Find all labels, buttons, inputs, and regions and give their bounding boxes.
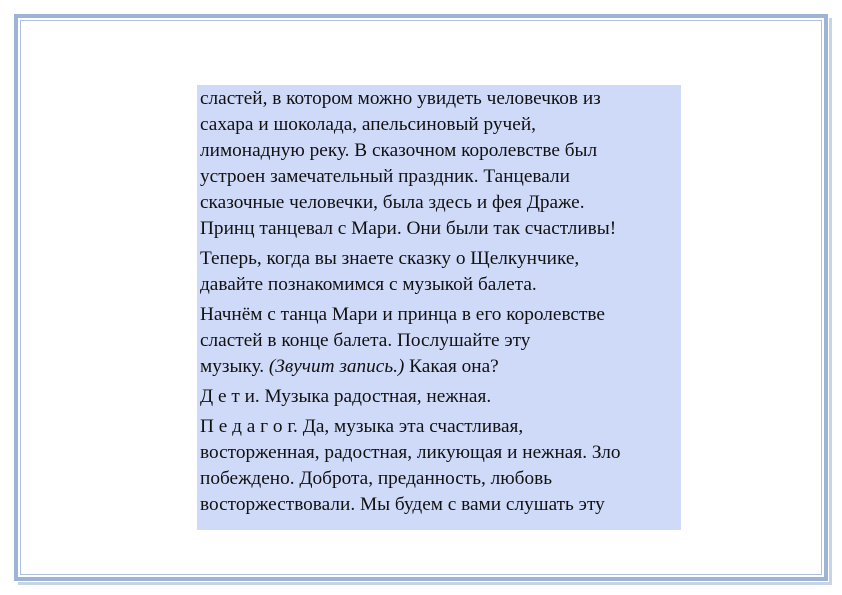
text-line: Принц танцевал с Мари. Они были так счастливы!: [200, 218, 617, 239]
text-line: побеждено. Доброта, преданность, любовь: [200, 468, 553, 489]
paragraph-teacher: [200, 414, 681, 518]
text-line: восторженная, радостная, ликующая и нежная. Зло: [200, 442, 621, 463]
text-line: Начнём с танца Мари и принца в его королевстве: [200, 304, 605, 325]
text-line: сахара и шоколада, апельсиновый ручей,: [200, 114, 536, 135]
paragraph-listen: [200, 302, 681, 380]
text-fragment: Какая она?: [404, 356, 499, 377]
text-line-mixed: [200, 354, 681, 380]
text-line: устроен замечательный праздник. Танцевали: [200, 166, 570, 187]
text-fragment: музыку.: [200, 356, 269, 377]
paragraph-children: [200, 384, 681, 410]
text-line: сластей, в котором можно увидеть человечков из: [200, 88, 601, 109]
text-line: Теперь, когда вы знаете сказку о Щелкунчике,: [200, 248, 580, 269]
text-line: П е д а г о г. Да, музыка эта счастливая,: [200, 416, 524, 437]
text-line: лимонадную реку. В сказочном королевстве был: [200, 140, 598, 161]
stage-direction: (Звучит запись.): [268, 356, 405, 377]
text-line: сказочные человечки, была здесь и фея Драже.: [200, 192, 585, 213]
text-line: давайте познакомимся с музыкой балета.: [200, 274, 537, 295]
text-line: сластей в конце балета. Послушайте эту: [200, 330, 531, 351]
paragraph-story: [200, 86, 681, 242]
text-line: восторжествовали. Мы будем с вами слушать эту: [200, 494, 605, 515]
text-line: Д е т и. Музыка радостная, нежная.: [200, 386, 492, 407]
paragraph-intro: [200, 246, 681, 298]
text-block: [197, 85, 681, 530]
